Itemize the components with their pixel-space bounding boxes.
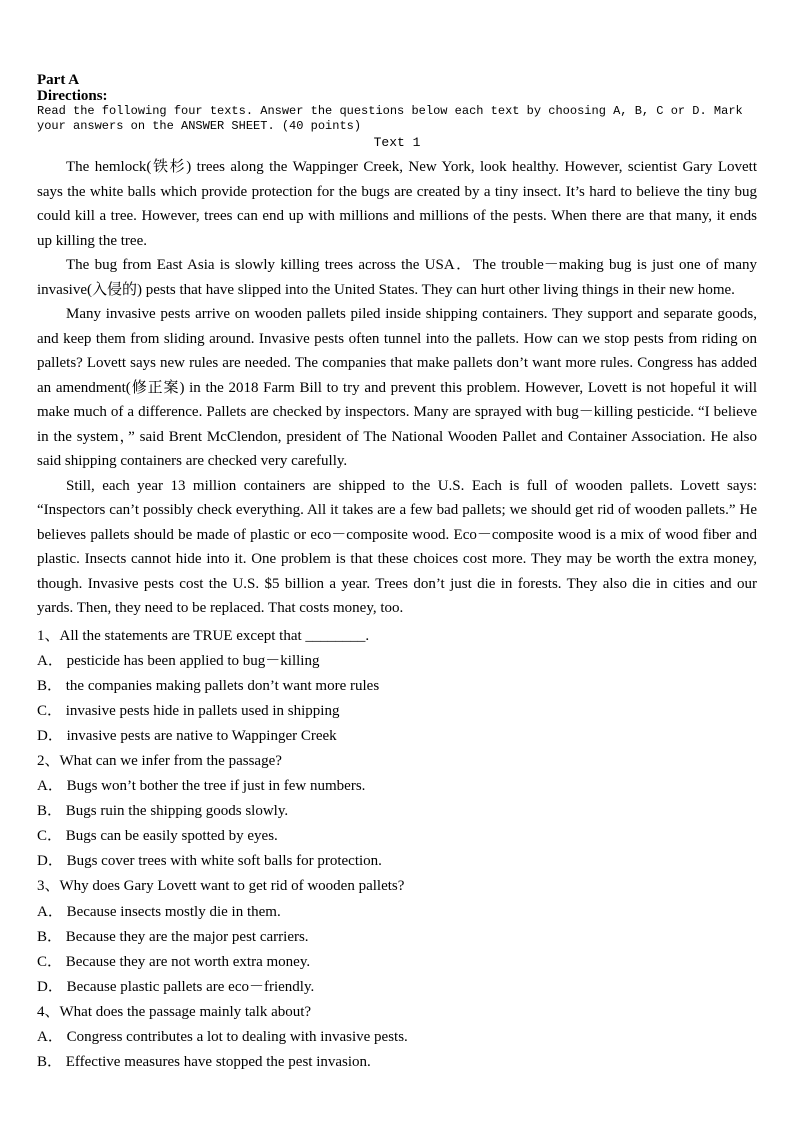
passage-paragraph-3: Many invasive pests arrive on wooden pallets piled inside shipping containers. They support and separate goods, and keep them from sliding around. Invasive pests often tunnel into the pallets. How can we stop pests from riding on pallets? Lovett says new rules are needed. The companies that make pallets don’t want more rules. Congress has added an amendment(修正案) in the 2018 Farm Bill to try and prevent this problem. However, Lovett is not hopeful it will make much of a difference. Pallets are checked by inspectors. Many are sprayed with bug－killing pesticide. “I believe in the system，” said Brent McClendon, president of The National Wooden Pallet and Container Association. He also said shipping containers are checked very carefully.: [37, 306, 757, 469]
question-2-option-a: A． Bugs won’t bother the tree if just in few numbers.: [37, 778, 366, 795]
question-3: 3、Why does Gary Lovett want to get rid of wooden pallets?: [37, 878, 405, 895]
question-3-option-a: A． Because insects mostly die in them.: [37, 903, 281, 920]
directions-label: Directions:: [37, 88, 108, 104]
question-2: 2、What can we infer from the passage?: [37, 752, 282, 769]
question-1-option-c: C． invasive pests hide in pallets used in shipping: [37, 702, 340, 719]
passage-paragraph-2: The bug from East Asia is slowly killing trees across the USA．The trouble－making bug is just one of many invasive(入侵的) pests that have slipped into the United States. They can hurt other living things in their new home.: [37, 257, 757, 298]
passage-paragraph-1: The hemlock(铁杉) trees along the Wappinger Creek, New York, look healthy. However, scientist Gary Lovett says the white balls which provide protection for the bugs are created by a tiny insect. It’s hard to believe the tiny bug could kill a tree. However, trees can end up with millions and millions of the pests. When there are that many, it ends up killing the tree.: [37, 159, 757, 249]
part-label: Part A: [37, 72, 80, 88]
question-1-option-d: D． invasive pests are native to Wappinger Creek: [37, 727, 337, 744]
question-4: 4、What does the passage mainly talk about?: [37, 1003, 312, 1020]
text1-title: Text 1: [373, 135, 421, 150]
directions-text: Read the following four texts. Answer the questions below each text by choosing A, B, C or D. Mark your answers on the ANSWER SHEET. (40 points): [37, 104, 743, 133]
question-4-option-a: A． Congress contributes a lot to dealing with invasive pests.: [37, 1029, 408, 1045]
question-2-option-c: C． Bugs can be easily spotted by eyes.: [37, 828, 278, 845]
passage-paragraph-4: Still, each year 13 million containers are shipped to the U.S. Each is full of wooden pallets. Lovett says: “Inspectors can’t possibly check everything. All it takes are a few bad pallets; we should get rid of wooden pallets.” He believes pallets should be made of plastic or eco－composite wood. Eco－composite wood is a mix of wood fiber and plastic. Insects cannot hide into it. One problem is that these choices cost more. They may be worth the extra money, though. Invasive pests cost the U.S. $5 billion a year. Trees don’t just die in forests. They also die in cities and our yards. Then, they need to be replaced. That costs money, too.: [37, 477, 757, 616]
question-3-option-b: B． Because they are the major pest carriers.: [37, 928, 309, 945]
question-2-option-d: D． Bugs cover trees with white soft balls for protection.: [37, 853, 382, 870]
question-4-option-b: B． Effective measures have stopped the pest invasion.: [37, 1054, 371, 1071]
passage-text1: [37, 155, 757, 621]
question-1-option-b: B． the companies making pallets don’t want more rules: [37, 677, 380, 694]
question-1-option-a: A． pesticide has been applied to bug－killing: [37, 652, 320, 669]
question-3-option-d: D． Because plastic pallets are eco－friendly.: [37, 978, 315, 995]
question-2-option-b: B． Bugs ruin the shipping goods slowly.: [37, 803, 289, 820]
question-1: 1、All the statements are TRUE except that ________.: [37, 627, 370, 644]
questions-section: [37, 624, 757, 1076]
question-3-option-c: C． Because they are not worth extra money.: [37, 953, 311, 970]
